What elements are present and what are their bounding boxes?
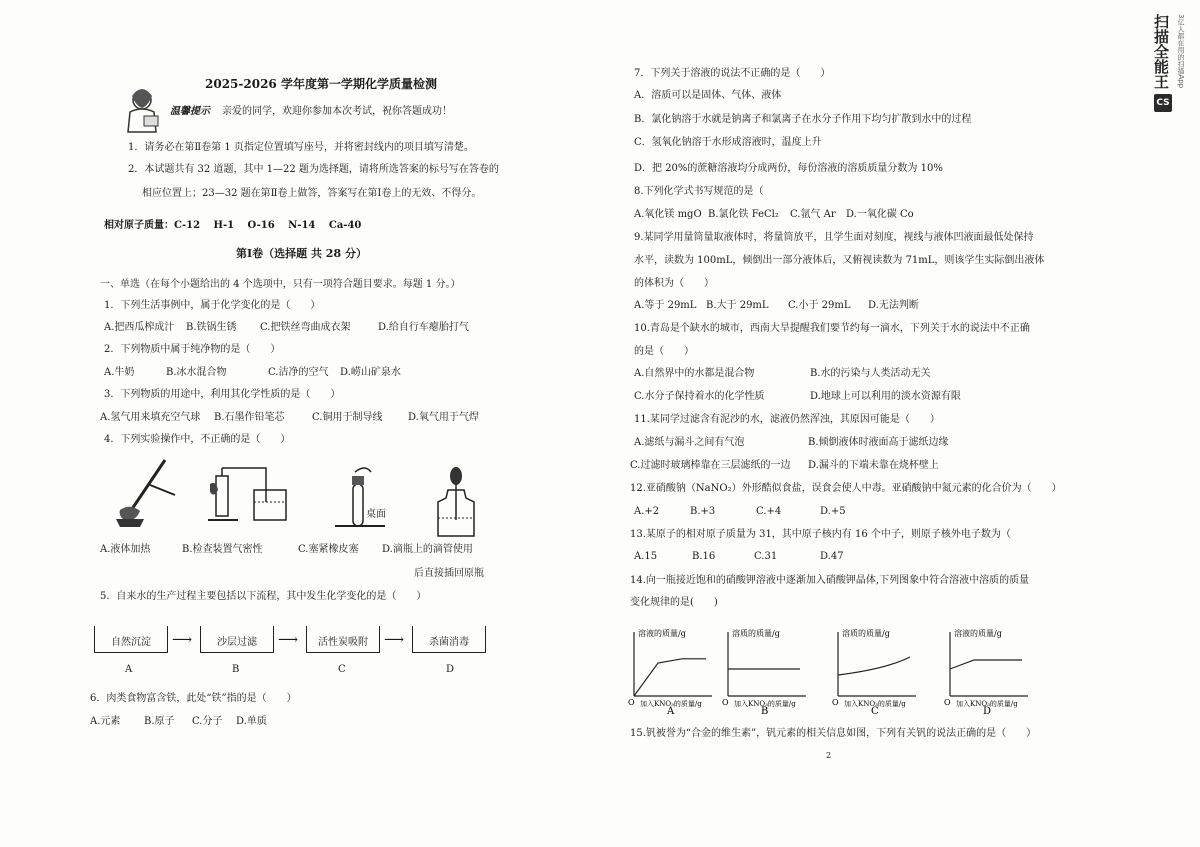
question-10-line1: 10.青岛是个缺水的城市，西南大旱提醒我们要节约每一滴水，下列关于水的说法中不正确 xyxy=(634,323,1030,334)
q4-option-d: D.滴瓶上的滴管使用 xyxy=(382,544,473,555)
chart-c xyxy=(832,620,922,716)
q2-option-d: D.崂山矿泉水 xyxy=(340,367,401,378)
q4-desk-label: 桌面 xyxy=(366,509,386,520)
question-6: 6．肉类食物富含铁，此处“铁”指的是（ ） xyxy=(90,693,297,704)
note-1: 1．请务必在第Ⅱ卷第 1 页指定位置填写座号，并将密封线内的项目填写清楚。 xyxy=(128,142,474,153)
q7-option-d: D．把 20%的蔗糖溶液均分成两份，每份溶液的溶质质量分数为 10% xyxy=(634,163,943,174)
q2-option-b: B.冰水混合物 xyxy=(166,367,227,378)
q6-option-a: A.元素 xyxy=(90,716,121,727)
q12-option-a: A.+2 xyxy=(634,506,660,517)
q3-option-a: A.氢气用来填充空气球 xyxy=(100,412,201,423)
question-9-line1: 9.某同学用量筒量取液体时，将量筒放平，且学生面对刻度，视线与液体凹液面最低处保持 xyxy=(634,232,1034,243)
instructions: 一、单选（在每个小题给出的 4 个选项中，只有一项符合题目要求。每题 1 分。） xyxy=(100,279,461,290)
section-heading: 第Ⅰ卷（选择题 共 28 分） xyxy=(236,247,367,260)
page-number: 2 xyxy=(826,751,832,760)
q4-option-c: C.塞紧橡皮塞 xyxy=(298,544,359,555)
q6-option-c: C.分子 xyxy=(192,716,223,727)
q4-handwritten-note: 后直接插回原瓶 xyxy=(414,568,484,579)
greeting-tag: 温馨提示 xyxy=(170,106,210,117)
chart-b xyxy=(722,620,812,716)
question-4: 4．下列实验操作中，不正确的是（ ） xyxy=(104,434,291,445)
chart-a xyxy=(628,620,718,716)
q8-option-b: B.氯化铁 FeCl₂ xyxy=(708,209,779,220)
q11-option-b: B.倾倒液体时液面高于滤纸边缘 xyxy=(808,437,949,448)
origin-label: O xyxy=(628,698,635,707)
q3-option-c: C.铜用于制导线 xyxy=(312,412,383,423)
q1-option-d: D.给自行车瘪胎打气 xyxy=(378,322,469,333)
origin-label: O xyxy=(944,698,951,707)
question-10-line2: 的是（ ） xyxy=(634,346,694,357)
q12-option-d: D.+5 xyxy=(820,506,846,517)
arrow-right-icon: ⟶ xyxy=(278,632,299,648)
q10-option-a: A.自然界中的水都是混合物 xyxy=(634,368,755,379)
question-14-line2: 变化规律的是( ) xyxy=(630,597,718,608)
q10-option-d: D.地球上可以利用的淡水资源有限 xyxy=(810,391,961,402)
exam-title: 2025-2026 学年度第一学期化学质量检测 xyxy=(205,77,437,91)
y-axis-label: 溶液的质量/g xyxy=(954,629,1002,638)
question-2: 2．下列物质中属于纯净物的是（ ） xyxy=(104,344,281,355)
origin-label: O xyxy=(722,698,729,707)
question-15: 15.钒被誉为“合金的维生素”，钒元素的相关信息如图，下列有关钒的说法正确的是（ ） xyxy=(630,728,1037,739)
chart-caption: C xyxy=(871,706,879,717)
q6-option-b: B.原子 xyxy=(144,716,175,727)
greeting-text: 亲爱的同学，欢迎你参加本次考试，祝你答题成功！ xyxy=(222,106,452,117)
q13-option-d: D.47 xyxy=(820,551,844,562)
q2-option-a: A.牛奶 xyxy=(104,367,135,378)
q7-option-a: A．溶质可以是固体、气体、液体 xyxy=(634,90,782,101)
q2-option-c: C.洁净的空气 xyxy=(268,367,329,378)
q8-option-c: C.氩气 Ar xyxy=(790,209,836,220)
arrow-right-icon: ⟶ xyxy=(172,632,193,648)
q7-option-b: B．氯化钠溶于水就是钠离子和氯离子在水分子作用下均匀扩散到水中的过程 xyxy=(634,114,972,125)
q4-option-a: A.液体加热 xyxy=(100,544,151,555)
watermark-brand: 扫描全能王 xyxy=(1152,14,1170,89)
q11-option-a: A.滤纸与漏斗之间有气泡 xyxy=(634,437,745,448)
x-axis-label: 加入KNO₃的质量/g xyxy=(844,700,906,708)
x-axis-label: 加入KNO₃的质量/g xyxy=(640,700,702,708)
q1-option-a: A.把西瓜榨成汁 xyxy=(104,322,175,333)
watermark-slogan: 3亿人都在用的扫描App xyxy=(1177,14,1185,89)
question-9-line3: 的体积为（ ） xyxy=(634,278,714,289)
question-12: 12.亚硝酸钠（NaNO₂）外形酷似食盐，误食会使人中毒。亚硝酸钠中氮元素的化合价为（ ） xyxy=(630,483,1062,494)
note-2b: 相应位置上；23—32 题在第Ⅱ卷上做答，答案写在第Ⅰ卷上的无效、不得分。 xyxy=(142,188,482,199)
series-line xyxy=(634,659,706,696)
flow-step-c xyxy=(306,626,380,653)
q6-option-d: D.单质 xyxy=(236,716,267,727)
chart-caption: D xyxy=(983,706,992,717)
q3-option-d: D.氧气用于气焊 xyxy=(408,412,479,423)
flow-step-b xyxy=(200,626,274,653)
q1-option-b: B.铁锅生锈 xyxy=(186,322,237,333)
question-14-line1: 14.向一瓶接近饱和的硝酸钾溶液中逐渐加入硝酸钾晶体,下列图象中符合溶液中溶质的质量 xyxy=(630,575,1030,586)
airtightness-test-illustration xyxy=(208,462,298,532)
y-axis-label: 溶质的质量/g xyxy=(732,629,780,638)
question-1: 1．下列生活事例中，属于化学变化的是（ ） xyxy=(104,300,321,311)
flow-step-c-text: 活性炭吸附 xyxy=(318,637,368,648)
atomic-masses: 相对原子质量：C-12 H-1 O-16 N-14 Ca-40 xyxy=(104,220,362,231)
q10-option-b: B.水的污染与人类活动无关 xyxy=(810,368,931,379)
q3-option-b: B.石墨作铅笔芯 xyxy=(214,412,285,423)
y-axis-label: 溶质的质量/g xyxy=(842,629,890,638)
question-13: 13.某原子的相对原子质量为 31，其中原子核内有 16 个中子，则原子核外电子数为（ xyxy=(630,529,1011,540)
student-cartoon-icon xyxy=(118,86,168,136)
q9-option-c: C.小于 29mL xyxy=(788,300,851,311)
scanner-watermark xyxy=(1152,14,1196,134)
chart-caption: A xyxy=(667,706,675,717)
flow-step-a xyxy=(94,626,168,653)
arrow-right-icon: ⟶ xyxy=(384,632,405,648)
flow-step-d-text: 杀菌消毒 xyxy=(429,637,469,648)
question-3: 3．下列物质的用途中，利用其化学性质的是（ ） xyxy=(104,389,341,400)
x-axis-label: 加入KNO₃的质量/g xyxy=(956,700,1018,708)
q12-option-b: B.+3 xyxy=(690,506,716,517)
q8-option-a: A.氧化镁 mgO xyxy=(634,209,702,220)
question-8: 8.下列化学式书写规范的是（ xyxy=(634,186,764,197)
q7-option-c: C．氢氧化钠溶于水形成溶液时，温度上升 xyxy=(634,137,822,148)
flow-label-c: C xyxy=(338,664,346,675)
flow-label-a: A xyxy=(125,664,133,675)
question-5: 5．自来水的生产过程主要包括以下流程，其中发生化学变化的是（ ） xyxy=(100,591,427,602)
q13-option-a: A.15 xyxy=(634,551,658,562)
q12-option-c: C.+4 xyxy=(756,506,782,517)
q11-option-c: C.过滤时玻璃棒靠在三层滤纸的一边 xyxy=(630,460,791,471)
q13-option-c: C.31 xyxy=(754,551,778,562)
question-9-line2: 水平，读数为 100mL，倾倒出一部分液体后，又俯视读数为 71mL，则该学生实际倒出液体 xyxy=(634,255,1045,266)
flow-step-b-text: 沙层过滤 xyxy=(217,637,257,648)
flow-label-b: B xyxy=(232,664,240,675)
note-2a: 2．本试题共有 32 道题，其中 1—22 题为选择题，请将所选答案的标号写在答卷的 xyxy=(128,164,499,175)
q1-option-c: C.把铁丝弯曲成衣架 xyxy=(260,322,351,333)
q4-option-b: B.检查装置气密性 xyxy=(182,544,263,555)
dropper-bottle-illustration xyxy=(432,458,480,538)
flow-step-a-text: 自然沉淀 xyxy=(111,637,151,648)
q8-option-d: D.一氧化碳 Co xyxy=(846,209,914,220)
flow-label-d: D xyxy=(446,664,455,675)
y-axis-label: 溶液的质量/g xyxy=(638,629,686,638)
chart-caption: B xyxy=(761,706,769,717)
q11-option-d: D.漏斗的下端未靠在烧杯壁上 xyxy=(808,460,939,471)
q13-option-b: B.16 xyxy=(692,551,716,562)
series-line xyxy=(838,657,910,675)
question-11: 11.某同学过滤含有泥沙的水，滤液仍然浑浊，其原因可能是（ ） xyxy=(634,414,940,425)
question-7: 7．下列关于溶液的说法不正确的是（ ） xyxy=(634,68,831,79)
series-line xyxy=(950,660,1022,669)
q10-option-c: C.水分子保持着水的化学性质 xyxy=(634,391,765,402)
q9-option-b: B.大于 29mL xyxy=(706,300,769,311)
q9-option-a: A.等于 29mL xyxy=(634,300,697,311)
stopper-illustration xyxy=(335,462,395,532)
lab-heating-illustration xyxy=(110,455,185,530)
q9-option-d: D.无法判断 xyxy=(868,300,919,311)
origin-label: O xyxy=(832,698,839,707)
cs-logo-icon: CS xyxy=(1154,94,1172,112)
flow-step-d xyxy=(412,626,486,653)
x-axis-label: 加入KNO₃的质量/g xyxy=(734,700,796,708)
chart-d xyxy=(944,620,1034,716)
